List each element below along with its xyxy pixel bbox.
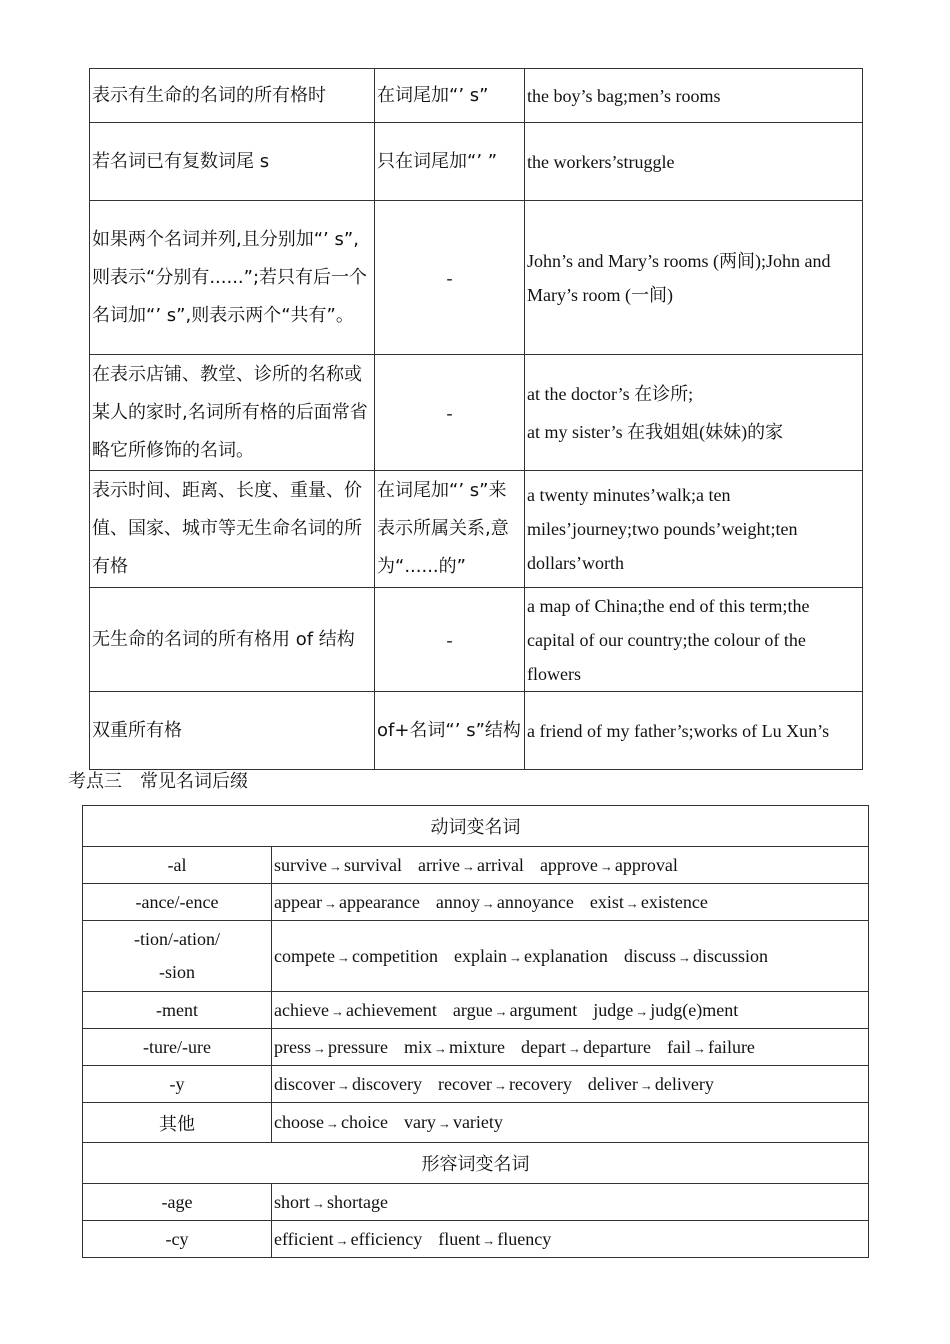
word-pair (454, 946, 608, 966)
suffix-cell: -cy (83, 1221, 272, 1258)
source-word: appear (274, 891, 322, 912)
source-word: deliver (587, 1073, 638, 1094)
word-pair (588, 1074, 714, 1094)
rule-cell: 如果两个名词并列,且分别加“’ s”,则表示“分别有......”;若只有后一个名词加“’ s”,则表示两个“共有”。 (90, 201, 375, 355)
word-pair (590, 892, 708, 912)
arrow-icon: → (330, 1003, 344, 1019)
example-cell: a twenty minutes’walk;a ten miles’journey;two pounds’weight;ten dollars’worth (525, 471, 863, 588)
word-pair (274, 1229, 422, 1249)
example-cell (525, 201, 863, 355)
example-cell (525, 355, 863, 471)
word-pair (274, 855, 402, 875)
possessive-usage-table (89, 68, 863, 770)
table-row (83, 1103, 869, 1143)
arrow-icon: → (323, 895, 337, 911)
derived-noun: judg(e)ment (650, 999, 739, 1020)
example-cell: a map of China;the end of this term;the capital of our country;the colour of the flowers (525, 588, 863, 692)
arrow-icon: → (312, 1195, 325, 1211)
arrow-icon: → (639, 1077, 653, 1093)
table-row (90, 471, 863, 588)
example-cell: the workers’struggle (525, 123, 863, 201)
suffix-cell: -al (83, 847, 272, 884)
rule-cell: 表示时间、距离、长度、重量、价值、国家、城市等无生命名词的所有格 (90, 471, 375, 588)
derived-noun: discussion (692, 945, 768, 966)
derived-noun: pressure (328, 1036, 388, 1057)
word-pair (438, 1229, 551, 1249)
examples-cell (272, 847, 869, 884)
examples-cell (272, 921, 869, 992)
source-word: fluent (438, 1228, 481, 1249)
derived-noun: failure (707, 1036, 755, 1057)
method-cell: 在词尾加“’ s”来表示所属关系,意为“......的” (375, 471, 525, 588)
derived-noun: variety (452, 1112, 503, 1132)
source-word: judge (593, 999, 634, 1020)
suffix-cell: 其他 (83, 1103, 272, 1143)
source-word: argue (452, 999, 493, 1020)
table-row (90, 201, 863, 355)
arrow-icon: → (437, 1116, 451, 1131)
derived-noun: choice (340, 1112, 388, 1132)
suffix-cell: -ment (83, 992, 272, 1029)
method-cell: 在词尾加“’ s” (375, 69, 525, 123)
derived-noun: existence (640, 891, 708, 912)
noun-suffix-table (82, 805, 869, 1258)
arrow-icon: → (336, 949, 350, 965)
arrow-icon: → (692, 1040, 706, 1056)
group-header-row (83, 806, 869, 847)
arrow-icon: → (635, 1003, 649, 1019)
table-row (90, 588, 863, 692)
derived-noun: delivery (654, 1073, 714, 1094)
word-pair (274, 1000, 437, 1020)
table-row (83, 992, 869, 1029)
group-header: 动词变名词 (83, 806, 869, 847)
suffix-cell (83, 921, 272, 992)
derived-noun: arrival (476, 854, 524, 875)
word-pair (418, 855, 524, 875)
arrow-icon: → (677, 949, 691, 965)
derived-noun: explanation (523, 945, 608, 966)
word-pair (540, 855, 678, 875)
suffix-cell: -ance/-ence (83, 884, 272, 921)
word-pair (274, 1112, 388, 1132)
derived-noun: shortage (327, 1191, 388, 1212)
word-pair (274, 1192, 388, 1212)
example-line: at the doctor’s 在诊所; (527, 383, 694, 404)
source-word: annoy (435, 891, 480, 912)
arrow-icon: → (599, 858, 613, 874)
source-word: recover (437, 1073, 492, 1094)
rule-cell: 若名词已有复数词尾 s (90, 123, 375, 201)
derived-noun: achievement (345, 999, 437, 1020)
table-row (90, 123, 863, 201)
examples-cell (272, 1066, 869, 1103)
examples-cell (272, 1029, 869, 1066)
suffix-line: -tion/-ation/ (134, 929, 220, 949)
word-pair (274, 946, 438, 966)
arrow-icon: → (313, 1040, 326, 1056)
suffix-cell: -y (83, 1066, 272, 1103)
table-row (83, 1029, 869, 1066)
example-cell: the boy’s bag;men’s rooms (525, 69, 863, 123)
arrow-icon: → (482, 1232, 496, 1248)
example-line: John’s and Mary’s rooms (两间);John and (527, 250, 831, 271)
word-pair (438, 1074, 572, 1094)
examples-cell (272, 992, 869, 1029)
rule-cell: 在表示店铺、教堂、诊所的名称或某人的家时,名词所有格的后面常省略它所修饰的名词。 (90, 355, 375, 471)
source-word: depart (521, 1036, 566, 1057)
table-row (90, 69, 863, 123)
derived-noun: survival (344, 854, 402, 875)
word-pair (521, 1037, 651, 1057)
examples-cell (272, 1184, 869, 1221)
group-header-row (83, 1143, 869, 1184)
source-word: press (274, 1036, 311, 1057)
method-cell: - (375, 588, 525, 692)
derived-noun: competition (351, 945, 438, 966)
examples-cell (272, 1221, 869, 1258)
arrow-icon: → (329, 858, 342, 874)
word-pair (404, 1112, 503, 1132)
source-word: vary (403, 1112, 436, 1132)
derived-noun: mixture (449, 1036, 505, 1057)
rule-cell: 表示有生命的名词的所有格时 (90, 69, 375, 123)
arrow-icon: → (493, 1077, 507, 1093)
group-header: 形容词变名词 (83, 1143, 869, 1184)
table-row (83, 847, 869, 884)
derived-noun: fluency (497, 1228, 552, 1249)
word-pair (274, 892, 420, 912)
table-row (83, 1184, 869, 1221)
word-pair (593, 1000, 738, 1020)
table-row (90, 692, 863, 770)
arrow-icon: → (336, 1077, 350, 1093)
method-cell: - (375, 201, 525, 355)
word-pair (436, 892, 574, 912)
derived-noun: recovery (508, 1073, 572, 1094)
source-word: explain (453, 945, 507, 966)
source-word: mix (403, 1036, 432, 1057)
word-pair (274, 1074, 422, 1094)
example-line: at my sister’s 在我姐姐(妹妹)的家 (527, 421, 784, 442)
arrow-icon: → (494, 1003, 508, 1019)
word-pair (274, 1037, 388, 1057)
section-heading: 考点三 常见名词后缀 (68, 771, 248, 792)
arrow-icon: → (461, 858, 475, 874)
derived-noun: appearance (338, 891, 420, 912)
source-word: achieve (274, 999, 329, 1020)
arrow-icon: → (567, 1040, 581, 1056)
suffix-line: -sion (159, 962, 195, 982)
word-pair (624, 946, 768, 966)
table-row (83, 921, 869, 992)
arrow-icon: → (508, 949, 522, 965)
source-word: exist (589, 891, 624, 912)
table-row (83, 1066, 869, 1103)
word-pair (404, 1037, 505, 1057)
derived-noun: argument (509, 999, 578, 1020)
derived-noun: efficiency (350, 1228, 423, 1249)
derived-noun: approval (614, 854, 678, 875)
examples-cell (272, 884, 869, 921)
arrow-icon: → (481, 895, 495, 911)
source-word: short (274, 1191, 310, 1212)
rule-cell: 双重所有格 (90, 692, 375, 770)
arrow-icon: → (625, 895, 639, 911)
source-word: survive (274, 854, 327, 875)
examples-cell (272, 1103, 869, 1143)
source-word: discuss (623, 945, 676, 966)
arrow-icon: → (335, 1232, 349, 1248)
method-cell: 只在词尾加“’ ” (375, 123, 525, 201)
source-word: fail (666, 1036, 691, 1057)
word-pair (453, 1000, 577, 1020)
method-cell: - (375, 355, 525, 471)
source-word: approve (539, 854, 598, 875)
source-word: choose (274, 1112, 324, 1132)
table-row (83, 1221, 869, 1258)
suffix-cell: -ture/-ure (83, 1029, 272, 1066)
example-line: Mary’s room (一间) (527, 284, 673, 305)
source-word: efficient (274, 1228, 334, 1249)
derived-noun: departure (582, 1036, 651, 1057)
source-word: arrive (418, 854, 460, 875)
source-word: compete (274, 945, 335, 966)
method-cell: of+名词“’ s”结构 (375, 692, 525, 770)
word-pair (667, 1037, 755, 1057)
table-row (83, 884, 869, 921)
arrow-icon: → (434, 1040, 447, 1056)
table-row (90, 355, 863, 471)
suffix-cell: -age (83, 1184, 272, 1221)
arrow-icon: → (325, 1116, 339, 1131)
derived-noun: annoyance (496, 891, 574, 912)
rule-cell: 无生命的名词的所有格用 of 结构 (90, 588, 375, 692)
derived-noun: discovery (351, 1073, 422, 1094)
source-word: discover (274, 1073, 335, 1094)
example-cell: a friend of my father’s;works of Lu Xun’s (525, 692, 863, 770)
